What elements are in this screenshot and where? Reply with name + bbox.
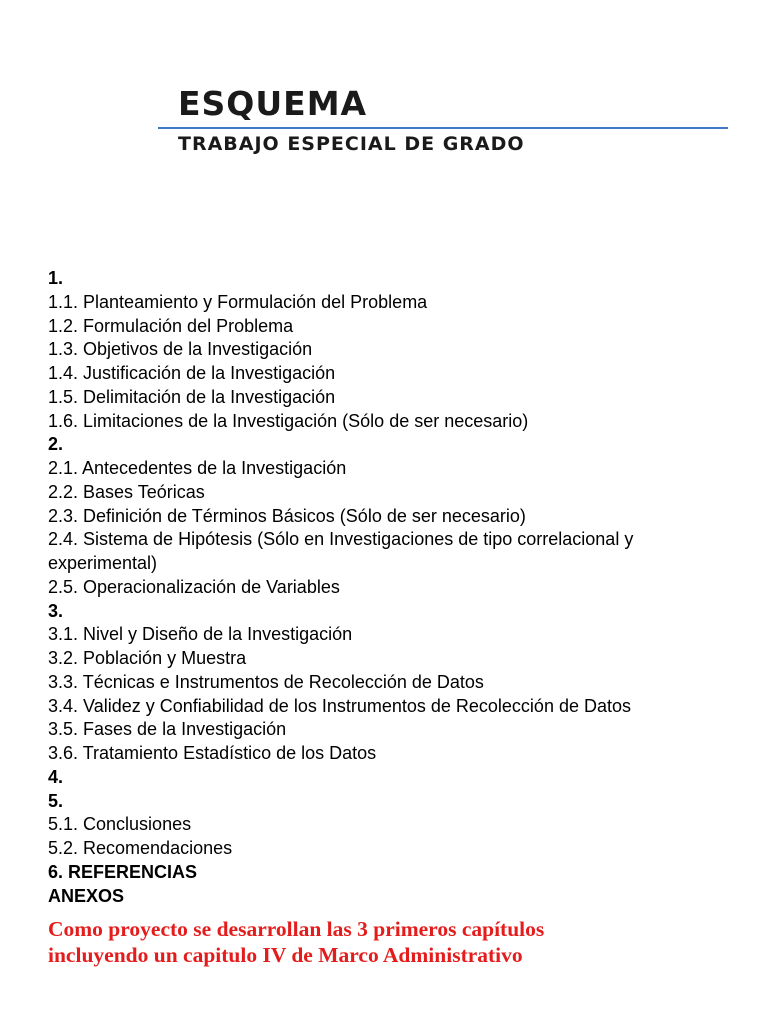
- page-title: ESQUEMA: [178, 84, 368, 123]
- outline-item: 1.4. Justificación de la Investigación: [48, 363, 336, 383]
- outline-item: 2.4. Sistema de Hipótesis (Sólo en Investigaciones de tipo correlacional y experimental): [48, 529, 634, 573]
- outline-item: 3.3. Técnicas e Instrumentos de Recolección de Datos: [48, 671, 484, 692]
- outline-item: 2.3. Definición de Términos Básicos (Sólo de ser necesario): [48, 505, 526, 526]
- outline-item: 1.5. Delimitación de la Investigación: [48, 386, 336, 407]
- project-note-line-2: incluyendo un capitulo IV de Marco Administrativo: [48, 943, 523, 967]
- references-heading: 6. REFERENCIAS: [48, 861, 198, 882]
- chapter-2-heading: 2.: [48, 434, 64, 455]
- chapter-4-heading: 4.: [48, 766, 64, 787]
- chapter-3-heading: 3.: [48, 600, 64, 621]
- outline-item: 2.5. Operacionalización de Variables: [48, 576, 340, 597]
- outline-item: 1.2. Formulación del Problema: [48, 315, 294, 336]
- outline-item: 2.2. Bases Teóricas: [48, 481, 205, 502]
- annexes-heading: ANEXOS: [48, 885, 125, 906]
- outline-item: 3.5. Fases de la Investigación: [48, 719, 287, 740]
- project-note-line-1: Como proyecto se desarrollan las 3 primeros capítulos: [48, 917, 545, 941]
- outline-item: 2.1. Antecedentes de la Investigación: [48, 458, 347, 478]
- outline-list: [48, 267, 728, 908]
- outline-item: 1.3. Objetivos de la Investigación: [48, 339, 313, 360]
- outline-item: 5.1. Conclusiones: [48, 814, 192, 835]
- outline-item: 3.6. Tratamiento Estadístico de los Datos: [48, 743, 377, 763]
- title-divider: [158, 127, 728, 129]
- outline-item: 3.2. Población y Muestra: [48, 648, 247, 668]
- outline-item: 3.1. Nivel y Diseño de la Investigación: [48, 624, 353, 645]
- outline-item: 3.4. Validez y Confiabilidad de los Instrumentos de Recolección de Datos: [48, 695, 631, 716]
- page-subtitle: TRABAJO ESPECIAL DE GRADO: [178, 133, 525, 155]
- chapter-5-heading: 5.: [48, 790, 64, 811]
- project-note: [48, 916, 728, 968]
- outline-item: 1.1. Planteamiento y Formulación del Problema: [48, 291, 428, 312]
- outline-item: 1.6. Limitaciones de la Investigación (Sólo de ser necesario): [48, 410, 529, 431]
- chapter-1-heading: 1.: [48, 268, 64, 288]
- outline-item: 5.2. Recomendaciones: [48, 838, 233, 858]
